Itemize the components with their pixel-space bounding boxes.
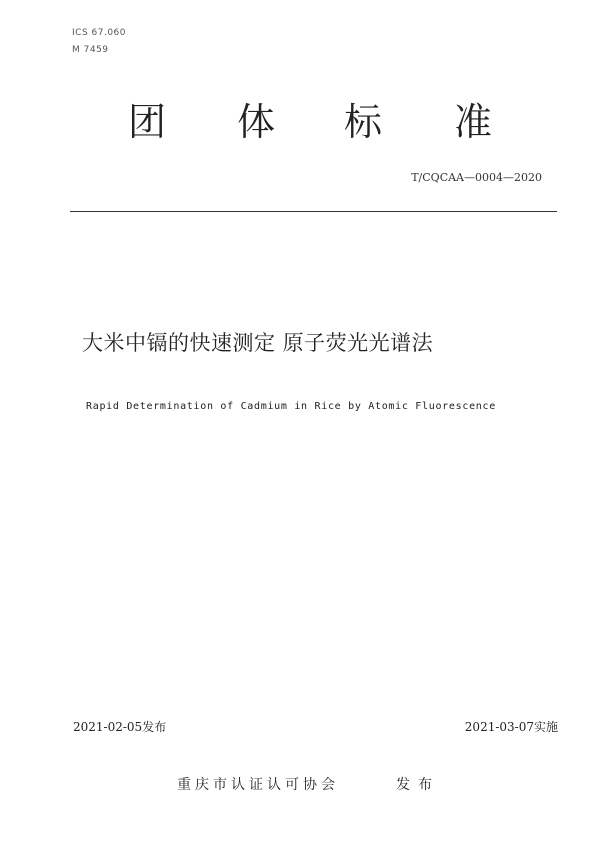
- title-char: 团: [128, 100, 167, 144]
- publisher-verb: 发布: [396, 777, 440, 793]
- ccs-code: M 7459: [72, 45, 109, 55]
- publisher-name: 重庆市认证认可协会: [177, 777, 339, 793]
- standard-number: T/CQCAA—0004—2020: [411, 171, 542, 184]
- title-char: 标: [344, 100, 383, 144]
- ics-code: ICS 67.060: [72, 28, 127, 38]
- standard-type-title: [0, 96, 600, 148]
- implementation-date: 2021-03-07实施: [464, 720, 558, 734]
- title-char: 准: [454, 100, 493, 144]
- document-title-cn: 大米中镉的快速测定 原子荧光光谱法: [82, 331, 434, 355]
- issue-date: 2021-02-05发布: [73, 720, 167, 734]
- header-divider: [70, 211, 557, 212]
- document-title-en: Rapid Determination of Cadmium in Rice by Atomic Fluorescence: [86, 401, 496, 412]
- title-char: 体: [237, 100, 276, 144]
